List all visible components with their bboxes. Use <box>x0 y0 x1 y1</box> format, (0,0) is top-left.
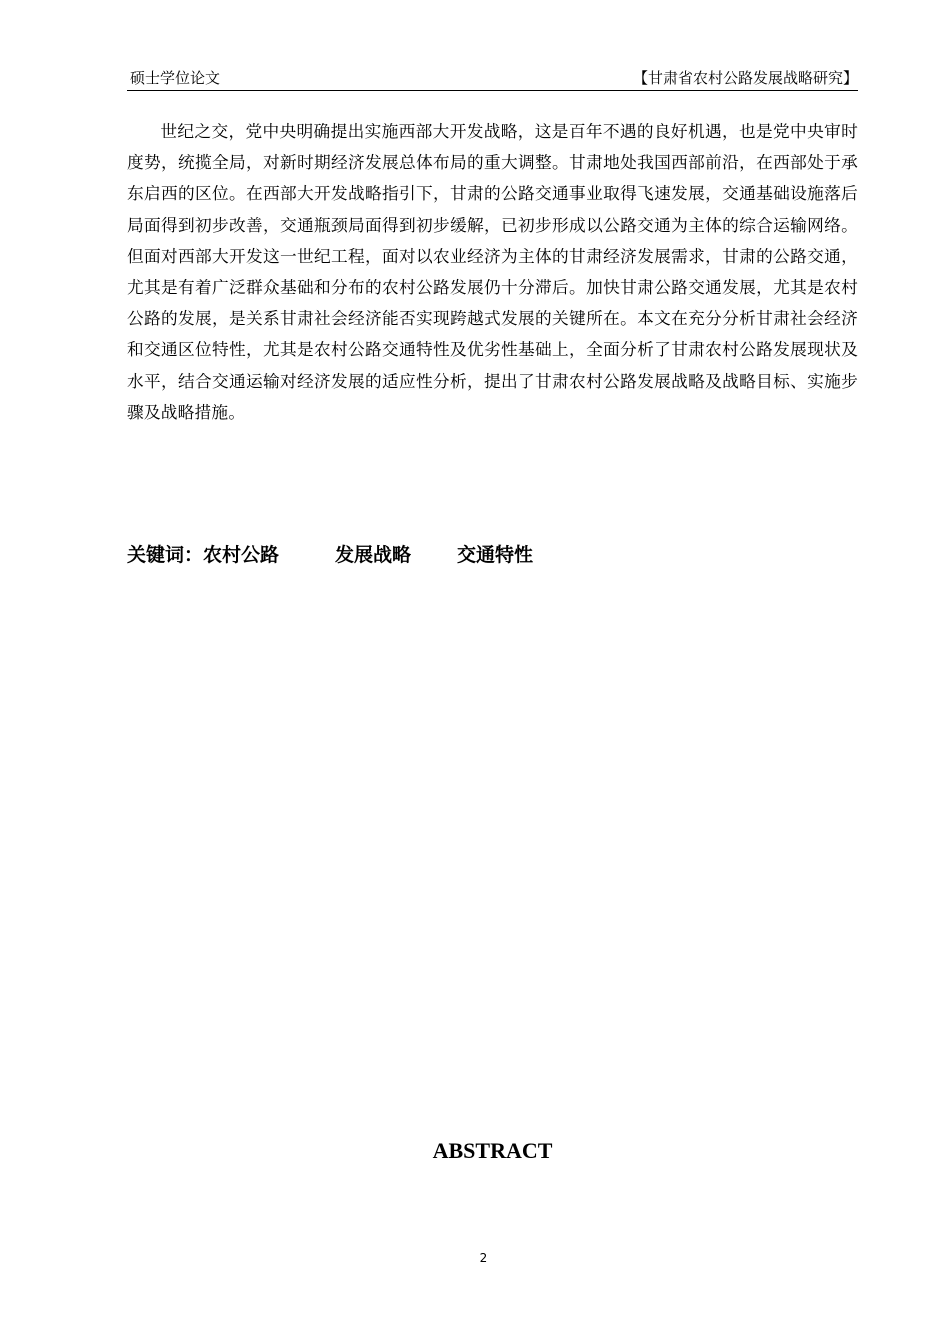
page-number: 2 <box>479 1251 488 1265</box>
running-header <box>127 66 858 91</box>
header-thesis-title: 【甘肃省农村公路发展战略研究】 <box>632 69 858 87</box>
keywords-label: 关键词： <box>127 544 204 566</box>
header-thesis-type: 硕士学位论文 <box>130 69 221 87</box>
keyword-item: 发展战略 <box>335 544 412 566</box>
abstract-paragraph: 世纪之交，党中央明确提出实施西部大开发战略，这是百年不遇的良好机遇，也是党中央审时度势，统揽全局，对新时期经济发展总体布局的重大调整。甘肃地处我国西部前沿，在西部处于承东启西的区位。在西部大开发战略指引下，甘肃的公路交通事业取得飞速发展，交通基础设施落后局面得到初步改善，交通瓶颈局面得到初步缓解，已初步形成以公路交通为主体的综合运输网络。但面对西部大开发这一世纪工程，面对以农业经济为主体的甘肃经济发展需求，甘肃的公路交通，尤其是有着广泛群众基础和分布的农村公路发展仍十分滞后。加快甘肃公路交通发展，尤其是农村公路的发展，是关系甘肃社会经济能否实现跨越式发展的关键所在。本文在充分分析甘肃社会经济和交通区位特性，尤其是农村公路交通特性及优劣性基础上，全面分析了甘肃农村公路发展现状及水平，结合交通运输对经济发展的适应性分析，提出了甘肃农村公路发展战略及战略目标、实施步骤及战略措施。 <box>127 121 858 422</box>
keyword-item: 交通特性 <box>457 544 534 566</box>
keyword-item: 农村公路 <box>203 544 280 566</box>
keywords-line <box>127 540 533 570</box>
english-abstract-title: ABSTRACT <box>432 1138 553 1163</box>
